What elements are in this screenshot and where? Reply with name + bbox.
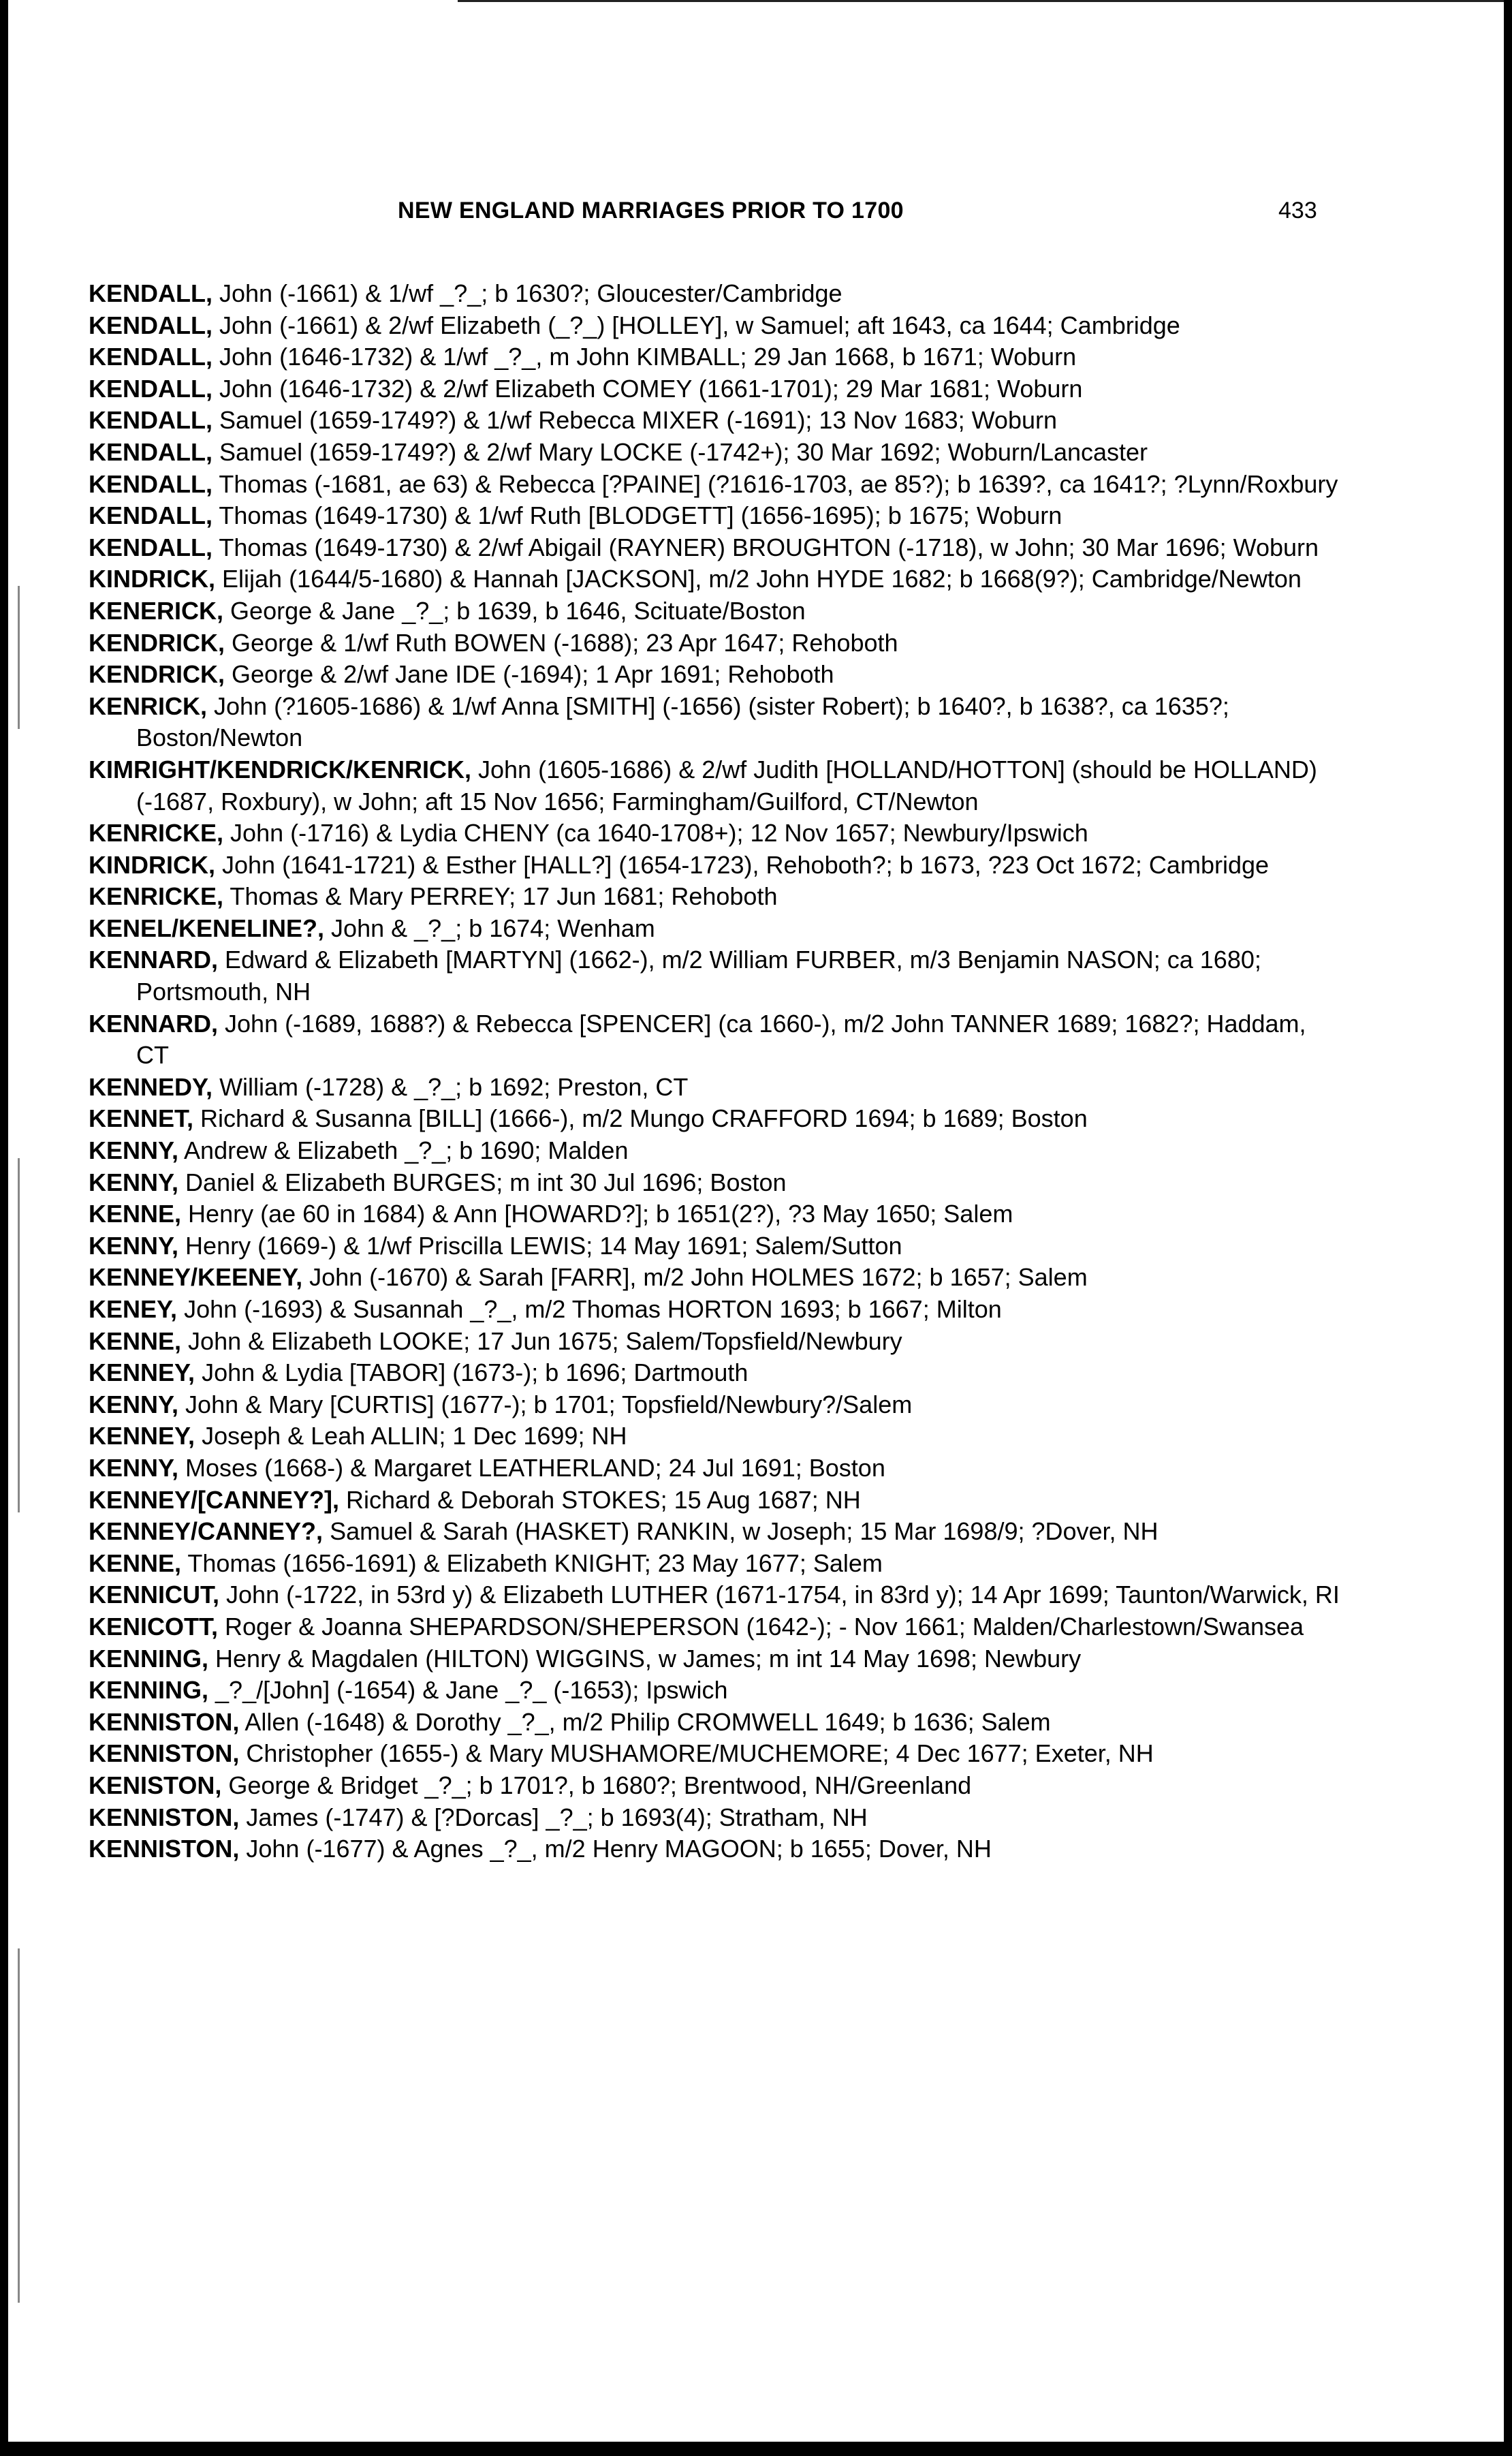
entry-surname: KENNICUT,: [89, 1581, 220, 1609]
entry-surname: KENDALL,: [89, 343, 212, 371]
entry-text: William (-1728) & _?_; b 1692; Preston, CT: [219, 1072, 689, 1101]
entry-surname: KIMRIGHT/KENDRICK/KENRICK,: [89, 755, 471, 783]
entry-text: John (-1670) & Sarah [FARR], m/2 John HOLMES 1672; b 1657; Salem: [309, 1263, 1088, 1292]
entry-text: Allen (-1648) & Dorothy _?_, m/2 Philip CROMWELL 1649; b 1636; Salem: [245, 1707, 1051, 1736]
marriage-entry: [89, 627, 1340, 659]
entry-text: George & 1/wf Ruth BOWEN (-1688); 23 Apr 1647; Rehoboth: [232, 628, 898, 657]
running-header: [8, 198, 1504, 232]
entry-surname: KENNISTON,: [89, 1835, 240, 1863]
entry-surname: KENNEY/CANNEY?,: [89, 1517, 324, 1546]
entry-surname: KENEY,: [89, 1295, 178, 1323]
marriage-entry: [89, 1198, 1340, 1230]
entry-surname: KENRICK,: [89, 691, 208, 720]
entry-surname: KENNEY/[CANNEY?],: [89, 1485, 340, 1514]
page-title: NEW ENGLAND MARRIAGES PRIOR TO 1700: [398, 198, 904, 223]
entry-text: Andrew & Elizabeth _?_; b 1690; Malden: [184, 1136, 629, 1165]
entry-text: Joseph & Leah ALLIN; 1 Dec 1699; NH: [202, 1422, 627, 1450]
marriage-entry: [89, 373, 1340, 405]
entry-surname: KENDALL,: [89, 311, 212, 339]
entry-surname: KENEL/KENELINE?,: [89, 914, 325, 942]
entry-text: John (?1605-1686) & 1/wf Anna [SMITH] (-1656) (sister Robert); b 1640?, b 1638?, ca 1635?; Boston/Newton: [136, 691, 1229, 752]
entry-text: John & _?_; b 1674; Wenham: [331, 914, 655, 942]
entry-surname: KENDALL,: [89, 374, 212, 403]
entry-surname: KENNE,: [89, 1326, 182, 1355]
entry-text: George & Bridget _?_; b 1701?, b 1680?; Brentwood, NH/Greenland: [228, 1771, 972, 1799]
entry-text: John (-1693) & Susannah _?_, m/2 Thomas HORTON 1693; b 1667; Milton: [184, 1295, 1002, 1323]
entry-text: Moses (1668-) & Margaret LEATHERLAND; 24 Jul 1691; Boston: [185, 1453, 885, 1482]
entry-text: John (1646-1732) & 1/wf _?_, m John KIMBALL; 29 Jan 1668, b 1671; Woburn: [219, 343, 1077, 371]
entry-surname: KENNET,: [89, 1104, 194, 1133]
entry-text: Elijah (1644/5-1680) & Hannah [JACKSON], m/2 John HYDE 1682; b 1668(9?); Cambridge/Newton: [222, 565, 1302, 593]
marriage-entry: [89, 1326, 1340, 1358]
entry-surname: KENNARD,: [89, 1009, 219, 1038]
entry-surname: KENNEDY,: [89, 1072, 213, 1101]
entry-text: John (-1661) & 2/wf Elizabeth (_?_) [HOLLEY], w Samuel; aft 1643, ca 1644; Cambridge: [219, 311, 1180, 339]
marriage-entry: [89, 1072, 1340, 1104]
marriage-entry: [89, 563, 1340, 595]
marriage-entry: [89, 595, 1340, 627]
entry-surname: KENNARD,: [89, 946, 219, 974]
marriage-entry: [89, 500, 1340, 532]
entry-text: Henry (1669-) & 1/wf Priscilla LEWIS; 14 May 1691; Salem/Sutton: [185, 1231, 902, 1260]
scan-edge-line: [458, 0, 1504, 2]
entry-surname: KENNY,: [89, 1390, 179, 1418]
marriage-entry: [89, 1294, 1340, 1326]
entry-surname: KINDRICK,: [89, 850, 215, 879]
entry-text: Richard & Susanna [BILL] (1666-), m/2 Mungo CRAFFORD 1694; b 1689; Boston: [200, 1104, 1088, 1133]
entry-surname: KENNISTON,: [89, 1739, 240, 1768]
entry-surname: KINDRICK,: [89, 565, 215, 593]
marriage-entry: [89, 754, 1340, 818]
marriage-entry: [89, 881, 1340, 913]
entry-surname: KENNEY/KEENEY,: [89, 1263, 303, 1292]
marriage-entry: [89, 405, 1340, 437]
marriage-entry: [89, 1833, 1340, 1865]
marriage-entry: [89, 437, 1340, 469]
scan-margin-mark: [18, 1158, 20, 1512]
entry-text: John & Elizabeth LOOKE; 17 Jun 1675; Salem/Topsfield/Newbury: [188, 1326, 902, 1355]
marriage-entry: [89, 1135, 1340, 1167]
page-number: 433: [1278, 198, 1317, 223]
entry-text: Thomas (1649-1730) & 2/wf Abigail (RAYNER) BROUGHTON (-1718), w John; 30 Mar 1696; Woburn: [219, 533, 1319, 561]
marriage-entry: [89, 1262, 1340, 1294]
marriage-entry: [89, 1802, 1340, 1834]
entry-text: John (-1716) & Lydia CHENY (ca 1640-1708+); 12 Nov 1657; Newbury/Ipswich: [230, 819, 1088, 848]
entry-text: John (1646-1732) & 2/wf Elizabeth COMEY (1661-1701); 29 Mar 1681; Woburn: [219, 374, 1083, 403]
entry-text: John (-1722, in 53rd y) & Elizabeth LUTHER (1671-1754, in 83rd y); 14 Apr 1699; Taunton/Warwick, RI: [226, 1581, 1340, 1609]
marriage-entry: [89, 1485, 1340, 1517]
marriage-entry: [89, 310, 1340, 342]
document-page: [8, 0, 1504, 2442]
entry-surname: KENERICK,: [89, 596, 224, 625]
marriage-entries: [89, 278, 1340, 1865]
entry-text: Henry & Magdalen (HILTON) WIGGINS, w James; m int 14 May 1698; Newbury: [215, 1644, 1082, 1673]
marriage-entry: [89, 469, 1340, 501]
entry-text: James (-1747) & [?Dorcas] _?_; b 1693(4); Stratham, NH: [246, 1803, 868, 1831]
entry-text: Samuel (1659-1749?) & 1/wf Rebecca MIXER (-1691); 13 Nov 1683; Woburn: [219, 406, 1057, 435]
entry-surname: KENNISTON,: [89, 1707, 240, 1736]
marriage-entry: [89, 278, 1340, 310]
marriage-entry: [89, 1230, 1340, 1262]
marriage-entry: [89, 1008, 1340, 1072]
entry-surname: KENRICKE,: [89, 882, 224, 911]
entry-text: Samuel (1659-1749?) & 2/wf Mary LOCKE (-1742+); 30 Mar 1692; Woburn/Lancaster: [219, 437, 1148, 466]
marriage-entry: [89, 1707, 1340, 1739]
marriage-entry: [89, 944, 1340, 1008]
entry-surname: KENICOTT,: [89, 1612, 219, 1641]
marriage-entry: [89, 1770, 1340, 1802]
entry-surname: KENRICKE,: [89, 819, 224, 848]
marriage-entry: [89, 1548, 1340, 1580]
entry-text: John (-1661) & 1/wf _?_; b 1630?; Gloucester/Cambridge: [219, 279, 842, 307]
entry-text: Samuel & Sarah (HASKET) RANKIN, w Joseph; 15 Mar 1698/9; ?Dover, NH: [330, 1517, 1159, 1546]
scan-margin-mark: [18, 586, 20, 729]
marriage-entry: [89, 659, 1340, 691]
marriage-entry: [89, 1738, 1340, 1770]
entry-surname: KENDALL,: [89, 533, 212, 561]
entry-text: John & Mary [CURTIS] (1677-); b 1701; Topsfield/Newbury?/Salem: [185, 1390, 913, 1418]
entry-text: John (-1689, 1688?) & Rebecca [SPENCER] (ca 1660-), m/2 John TANNER 1689; 1682?; Haddam, CT: [136, 1009, 1306, 1070]
entry-surname: KENDALL,: [89, 437, 212, 466]
entry-text: George & Jane _?_; b 1639, b 1646, Scituate/Boston: [230, 596, 806, 625]
marriage-entry: [89, 1579, 1340, 1611]
entry-text: John (1641-1721) & Esther [HALL?] (1654-1723), Rehoboth?; b 1673, ?23 Oct 1672; Cambridge: [222, 850, 1270, 879]
entry-text: John & Lydia [TABOR] (1673-); b 1696; Dartmouth: [202, 1358, 749, 1387]
entry-surname: KENNISTON,: [89, 1803, 240, 1831]
entry-surname: KENDALL,: [89, 469, 212, 498]
entry-text: _?_/[John] (-1654) & Jane _?_ (-1653); Ipswich: [215, 1676, 728, 1705]
marriage-entry: [89, 1389, 1340, 1421]
entry-text: Richard & Deborah STOKES; 15 Aug 1687; NH: [346, 1485, 861, 1514]
marriage-entry: [89, 1516, 1340, 1548]
entry-text: Thomas (1649-1730) & 1/wf Ruth [BLODGETT] (1656-1695); b 1675; Woburn: [219, 501, 1062, 530]
entry-surname: KENDRICK,: [89, 628, 225, 657]
entry-surname: KENNY,: [89, 1136, 179, 1165]
marriage-entry: [89, 1420, 1340, 1452]
entry-surname: KENNY,: [89, 1231, 179, 1260]
scan-margin-mark: [18, 1948, 20, 2303]
entry-surname: KENNEY,: [89, 1422, 195, 1450]
entry-surname: KENDALL,: [89, 501, 212, 530]
entry-surname: KENNE,: [89, 1549, 182, 1577]
entry-surname: KENNY,: [89, 1168, 179, 1196]
entry-surname: KENNY,: [89, 1453, 179, 1482]
marriage-entry: [89, 818, 1340, 850]
marriage-entry: [89, 913, 1340, 945]
marriage-entry: [89, 1103, 1340, 1135]
entry-text: Roger & Joanna SHEPARDSON/SHEPERSON (1642-); - Nov 1661; Malden/Charlestown/Swansea: [225, 1612, 1304, 1641]
marriage-entry: [89, 1167, 1340, 1199]
marriage-entry: [89, 1675, 1340, 1707]
entry-text: George & 2/wf Jane IDE (-1694); 1 Apr 1691; Rehoboth: [232, 660, 834, 689]
entry-text: Thomas (1656-1691) & Elizabeth KNIGHT; 23 May 1677; Salem: [187, 1549, 883, 1577]
entry-text: Henry (ae 60 in 1684) & Ann [HOWARD?]; b 1651(2?), ?3 May 1650; Salem: [188, 1200, 1013, 1228]
entry-text: John (1605-1686) & 2/wf Judith [HOLLAND/HOTTON] (should be HOLLAND) (-1687, Roxbury), w John; aft 15 Nov 1656; Farmingham/Guilford, CT/Newton: [136, 755, 1317, 815]
entry-surname: KENDALL,: [89, 279, 212, 307]
entry-surname: KENDALL,: [89, 406, 212, 435]
marriage-entry: [89, 1357, 1340, 1389]
marriage-entry: [89, 1452, 1340, 1485]
entry-surname: KENDRICK,: [89, 660, 225, 689]
entry-text: Edward & Elizabeth [MARTYN] (1662-), m/2 William FURBER, m/3 Benjamin NASON; ca 1680; Portsmouth, NH: [136, 946, 1261, 1006]
marriage-entry: [89, 691, 1340, 754]
entry-text: John (-1677) & Agnes _?_, m/2 Henry MAGOON; b 1655; Dover, NH: [246, 1835, 992, 1863]
entry-surname: KENNEY,: [89, 1358, 195, 1387]
entry-text: Thomas & Mary PERREY; 17 Jun 1681; Rehoboth: [230, 882, 778, 911]
entry-surname: KENNING,: [89, 1676, 209, 1705]
entry-surname: KENNE,: [89, 1200, 182, 1228]
marriage-entry: [89, 850, 1340, 882]
marriage-entry: [89, 341, 1340, 373]
entry-text: Thomas (-1681, ae 63) & Rebecca [?PAINE] (?1616-1703, ae 85?); b 1639?, ca 1641?; ?Lynn/Roxbury: [219, 469, 1338, 498]
entry-surname: KENISTON,: [89, 1771, 222, 1799]
entry-text: Daniel & Elizabeth BURGES; m int 30 Jul 1696; Boston: [185, 1168, 787, 1196]
entry-surname: KENNING,: [89, 1644, 209, 1673]
entry-text: Christopher (1655-) & Mary MUSHAMORE/MUCHEMORE; 4 Dec 1677; Exeter, NH: [246, 1739, 1154, 1768]
marriage-entry: [89, 1611, 1340, 1643]
marriage-entry: [89, 1643, 1340, 1675]
marriage-entry: [89, 532, 1340, 564]
